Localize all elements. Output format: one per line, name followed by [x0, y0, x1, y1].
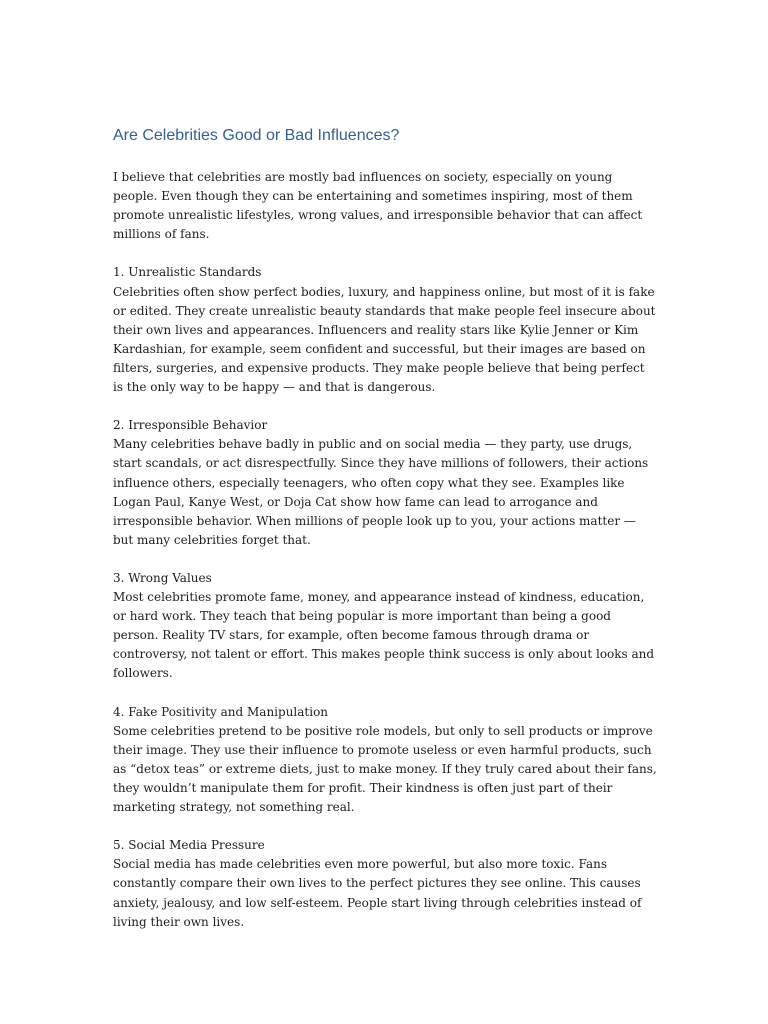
- intro-paragraph: I believe that celebrities are mostly bad influences on society, especially on young people. Even though they can be entertaining and sometimes inspiring, most of them promote unrealistic lifestyles, wrong values, and irresponsible behavior that can affect millions of fans.: [113, 170, 643, 242]
- section-irresponsible-behavior: [113, 416, 658, 550]
- document-title: Are Celebrities Good or Bad Influences?: [113, 127, 400, 144]
- section-body: Some celebrities pretend to be positive role models, but only to sell products or improve their image. They use their influence to promote useless or even harmful products, such as “detox teas” or extreme diets, just to make money. If they truly cared about their fans, they wouldn’t manipulate them for profit. Their kindness is often just part of their marketing strategy, not something real.: [113, 723, 657, 815]
- section-wrong-values: [113, 569, 658, 684]
- section-heading: 1. Unrealistic Standards: [113, 265, 262, 280]
- section-body: Celebrities often show perfect bodies, luxury, and happiness online, but most of it is fake or edited. They create unrealistic beauty standards that make people feel insecure about their own lives and appearances. Influencers and reality stars like Kylie Jenner or Kim Kardashian, for example, seem confident and successful, but their images are based on filters, surgeries, and expensive products. They make people believe that being perfect is the only way to be happy — and that is dangerous.: [113, 284, 656, 395]
- section-unrealistic-standards: [113, 263, 658, 397]
- section-heading: 3. Wrong Values: [113, 570, 212, 585]
- section-heading: 4. Fake Positivity and Manipulation: [113, 704, 329, 719]
- section-fake-positivity: [113, 703, 658, 818]
- section-body: Most celebrities promote fame, money, and appearance instead of kindness, education, or hard work. They teach that being popular is more important than being a good person. Reality TV stars, for example, often become famous through drama or controversy, not talent or effort. This makes people think success is only about looks and followers.: [113, 590, 655, 681]
- section-body: Social media has made celebrities even more powerful, but also more toxic. Fans constantly compare their own lives to the perfect pictures they see online. This causes anxiety, jealousy, and low self-esteem. People start living through celebrities instead of living their own lives.: [113, 857, 642, 929]
- section-heading: 2. Irresponsible Behavior: [113, 418, 268, 433]
- section-social-media-pressure: [113, 836, 658, 931]
- section-heading: 5. Social Media Pressure: [113, 838, 265, 853]
- section-body: Many celebrities behave badly in public and on social media — they party, use drugs, start scandals, or act disrespectfully. Since they have millions of followers, their actions influence others, especially teenagers, who often copy what they see. Examples like Logan Paul, Kanye West, or Doja Cat show how fame can lead to arrogance and irresponsible behavior. When millions of people look up to you, your actions matter — but many celebrities forget that.: [113, 437, 649, 547]
